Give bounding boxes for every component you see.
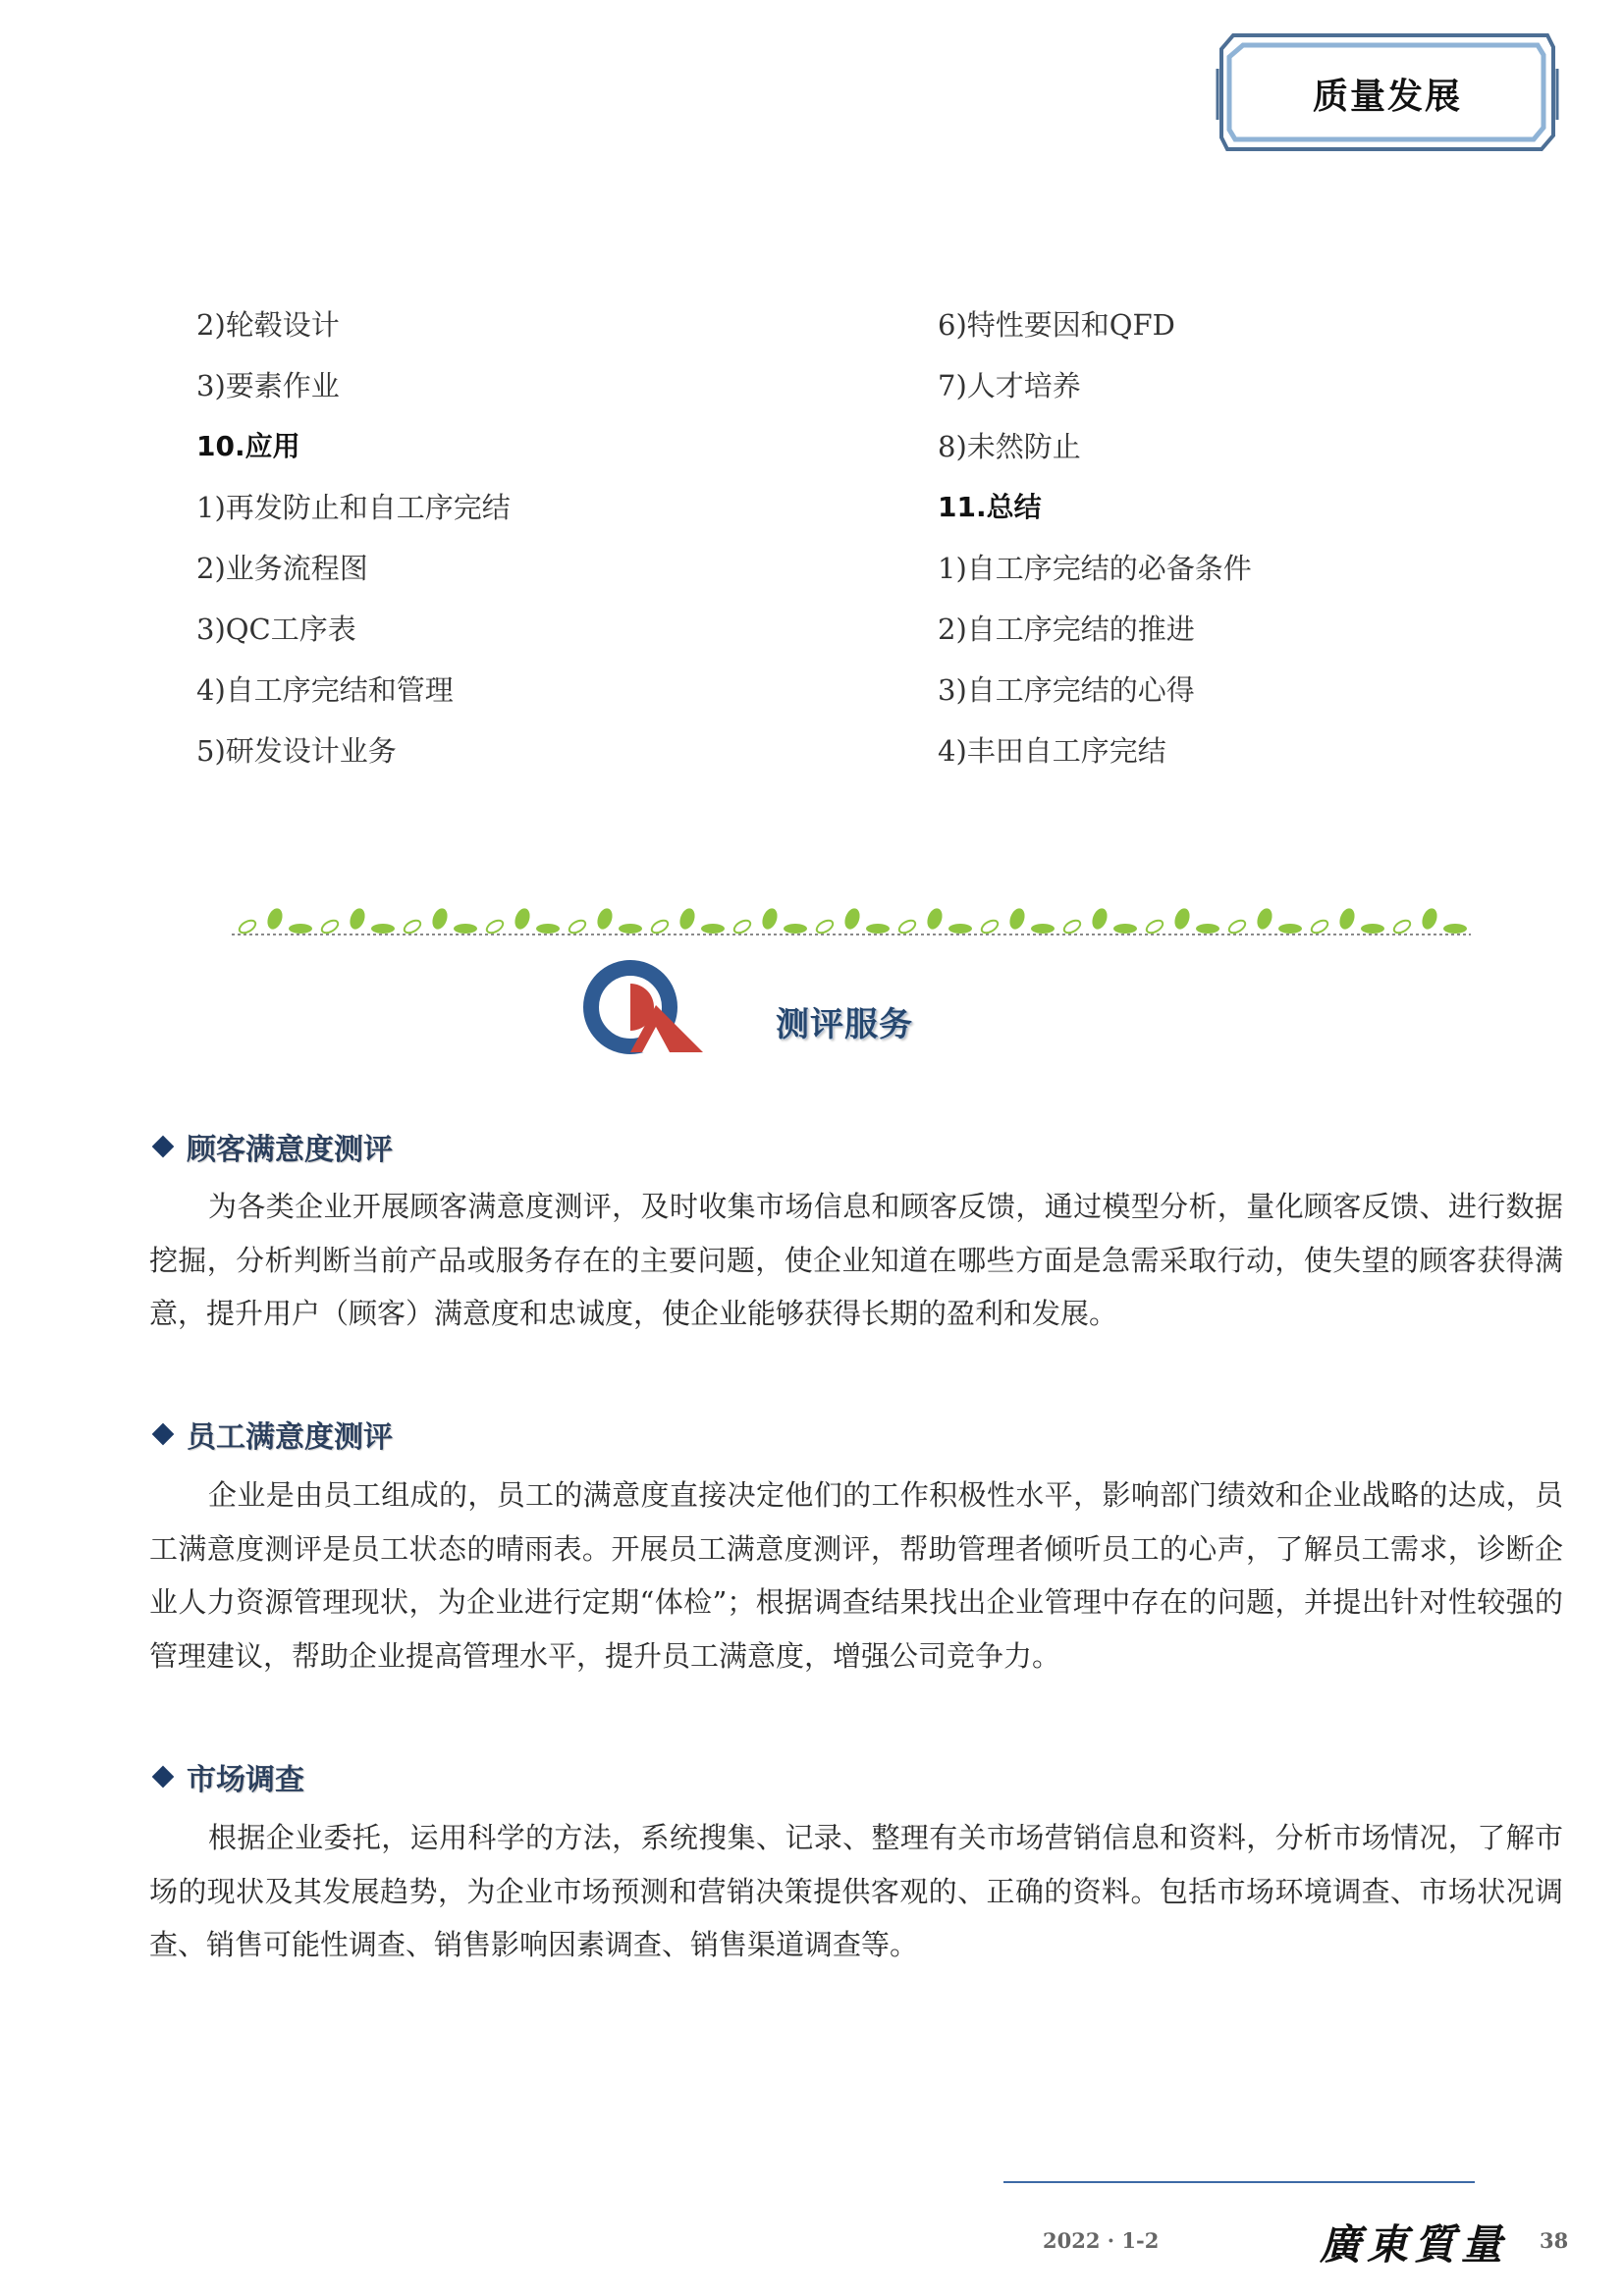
section-label: 质量发展 (1312, 76, 1462, 117)
footer-rule (1003, 2181, 1475, 2183)
toc-item: 8)未然防止 (938, 430, 1081, 463)
section-heading-customer-satisfaction (151, 1125, 393, 1168)
toc-item: 3)QC工序表 (196, 613, 356, 646)
page-number: 38 (1540, 2228, 1569, 2253)
diamond-bullet-icon (152, 1766, 175, 1789)
toc-item: 7)人才培养 (938, 369, 1081, 402)
diamond-bullet-icon (152, 1423, 175, 1446)
toc-item: 4)自工序完结和管理 (196, 673, 454, 707)
toc-item: 2)轮毂设计 (196, 308, 340, 342)
section-body-customer-satisfaction: 为各类企业开展顾客满意度测评，及时收集市场信息和顾客反馈，通过模型分析，量化顾客反馈、进行数据挖掘，分析判断当前产品或服务存在的主要问题，使企业知道在哪些方面是急需采取行动，使失望的顾客获得满意，提升用户（顾客）满意度和忠诚度，使企业能够获得长期的盈利和发展。 (149, 1190, 1563, 1330)
footer-issue-date: 2022 · 1-2 (1043, 2228, 1160, 2253)
toc-item: 6)特性要因和QFD (938, 308, 1175, 342)
toc-heading: 11.总结 (938, 491, 1042, 523)
toc-item: 2)业务流程图 (196, 552, 368, 585)
toc-item: 3)自工序完结的心得 (938, 673, 1195, 707)
section-heading-text: 市场调查 (187, 1763, 304, 1797)
section-body-market-research: 根据企业委托，运用科学的方法，系统搜集、记录、整理有关市场营销信息和资料，分析市场情况，了解市场的现状及其发展趋势，为企业市场预测和营销决策提供客观的、正确的资料。包括市场环境调查、市场状况调查、销售可能性调查、销售影响因素调查、销售渠道调查等。 (149, 1821, 1563, 1961)
toc-item: 3)要素作业 (196, 369, 340, 402)
section-heading-market-research (151, 1755, 304, 1798)
toc-item: 1)自工序完结的必备条件 (938, 552, 1252, 585)
vine-leaves-icon (228, 895, 1475, 944)
toc-item: 1)再发防止和自工序完结 (196, 491, 511, 524)
services-title: 测评服务 (776, 1005, 913, 1044)
section-heading-text: 员工满意度测评 (187, 1420, 393, 1455)
toc-left-column (196, 294, 884, 781)
toc-right-column (938, 294, 1624, 781)
toc-heading: 10.应用 (196, 430, 300, 462)
header-badge (1216, 29, 1559, 147)
diamond-bullet-icon (152, 1136, 175, 1158)
section-body-employee-satisfaction: 企业是由员工组成的，员工的满意度直接决定他们的工作积极性水平，影响部门绩效和企业战略的达成，员工满意度测评是员工状态的晴雨表。开展员工满意度测评，帮助管理者倾听员工的心声，了解员工需求，诊断企业人力资源管理现状，为企业进行定期“体检”；根据调查结果找出企业管理中存在的问题，并提出针对性较强的管理建议，帮助企业提高管理水平，提升员工满意度，增强公司竞争力。 (149, 1478, 1563, 1673)
quality-logo-icon (581, 958, 709, 1056)
vine-divider (228, 895, 1475, 944)
toc-item: 2)自工序完结的推进 (938, 613, 1195, 646)
toc-item: 5)研发设计业务 (196, 734, 397, 768)
toc-item: 4)丰田自工序完结 (938, 734, 1166, 768)
section-heading-employee-satisfaction (151, 1413, 393, 1456)
footer-magazine-name: 廣東質量 (1320, 2220, 1509, 2269)
section-heading-text: 顾客满意度测评 (187, 1133, 393, 1167)
